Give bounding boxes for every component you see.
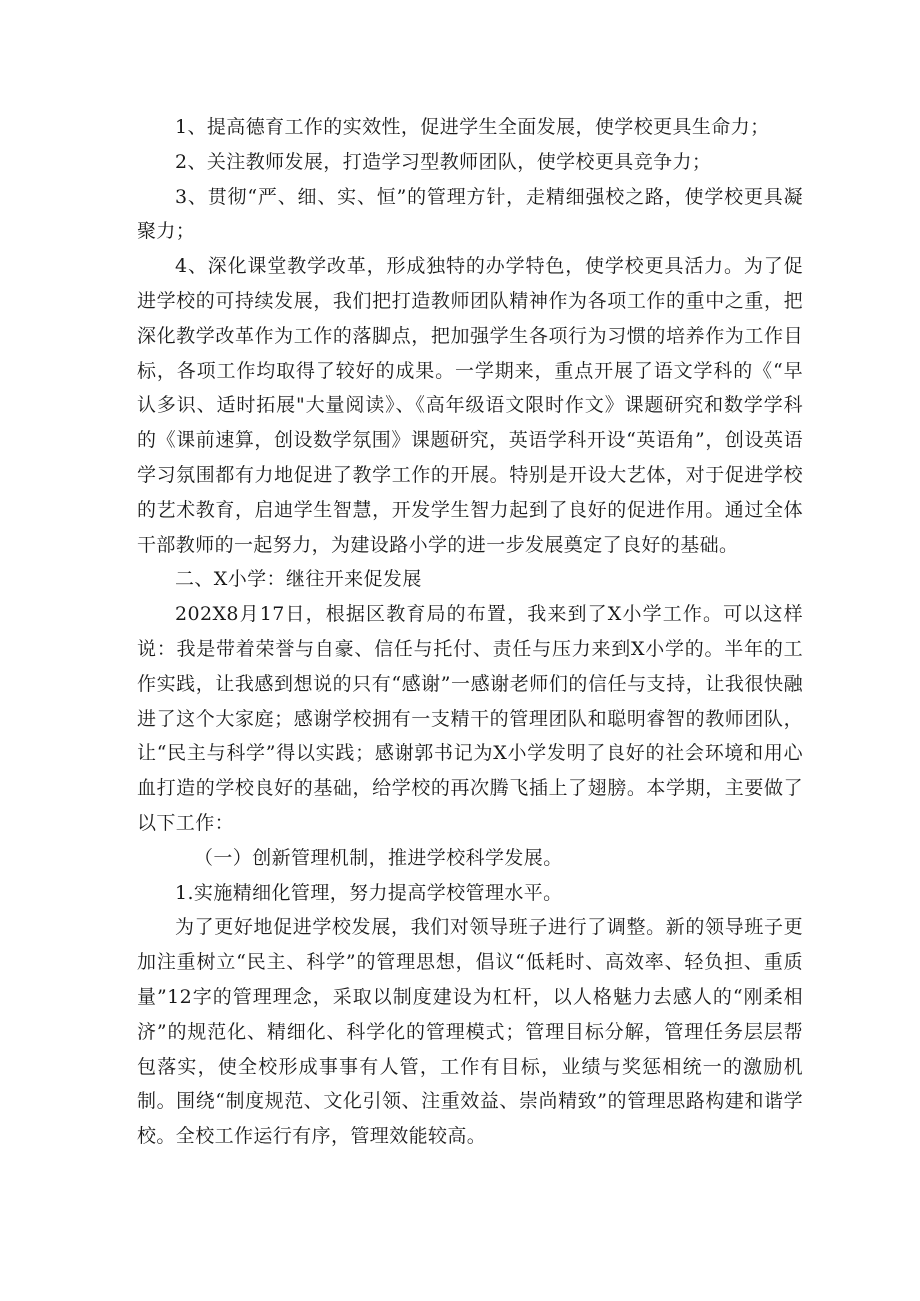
document-page: [137, 110, 803, 1154]
numbered-heading: 1.实施精细化管理，努力提高学校管理水平。: [175, 881, 563, 904]
list-item-4: 4、深化课堂教学改革，形成独特的办学特色，使学校更具活力。为了促进学校的可持续发展，我们把打造教师团队精神作为各项工作的重中之重，把深化教学改革作为工作的落脚点，把加强学生各项行为习惯的培养作为工作目标，各项工作均取得了较好的成果。一学期来，重点开展了语文学科的《“早认多识、适时拓展"大量阅读》、《高年级语文限时作文》课题研究和数学学科的《课前速算，创设数学氛围》课题研究，英语学科开设“英语角”，创设英语学习氛围都有力地促进了教学工作的开展。特别是开设大艺体，对于促进学校的艺术教育，启迪学生智慧，开发学生智力起到了良好的促进作用。通过全体干部教师的一起努力，为建设路小学的进一步发展奠定了良好的基础。: [137, 255, 803, 556]
list-item-1: 1、提高德育工作的实效性，促进学生全面发展，使学校更具生命力；: [175, 116, 770, 138]
section-heading: 二、X小学：继往开来促发展: [175, 568, 422, 591]
list-item-2: 2、关注教师发展，打造学习型教师团队，使学校更具竞争力；: [175, 150, 712, 173]
body-paragraph-intro: 202X8月17日，根据区教育局的布置，我来到了X小学工作。可以这样说：我是带着荣誉与自豪、信任与托付、责任与压力来到X小学的。半年的工作实践，让我感到想说的只有“感谢”一感谢老师们的信任与支持，让我很快融进了这个大家庭；感谢学校拥有一支精干的管理团队和聪明睿智的教师团队，让“民主与科学”得以实践；感谢郭书记为X小学发明了良好的社会环境和用心血打造的学校良好的基础，给学校的再次腾飞插上了翅膀。本学期，主要做了以下工作：: [137, 603, 803, 834]
body-paragraph-management: 为了更好地促进学校发展，我们对领导班子进行了调整。新的领导班子更加注重树立“民主、科学”的管理思想，倡议“低耗时、高效率、轻负担、重质量”12字的管理理念，采取以制度建设为杠杆，以人格魅力去感人的“刚柔相济”的规范化、精细化、科学化的管理模式；管理目标分解，管理任务层层帮包落实，使全校形成事事有人管，工作有目标，业绩与奖惩相统一的激励机制。围绕“制度规范、文化引领、注重效益、崇尚精致”的管理思路构建和谐学校。全校工作运行有序，管理效能较高。: [137, 916, 803, 1148]
subsection-heading: （一）创新管理机制，推进学校科学发展。: [194, 846, 563, 869]
list-item-3: 3、贯彻“严、细、实、恒”的管理方针，走精细强校之路，使学校更具凝聚力；: [137, 185, 803, 243]
